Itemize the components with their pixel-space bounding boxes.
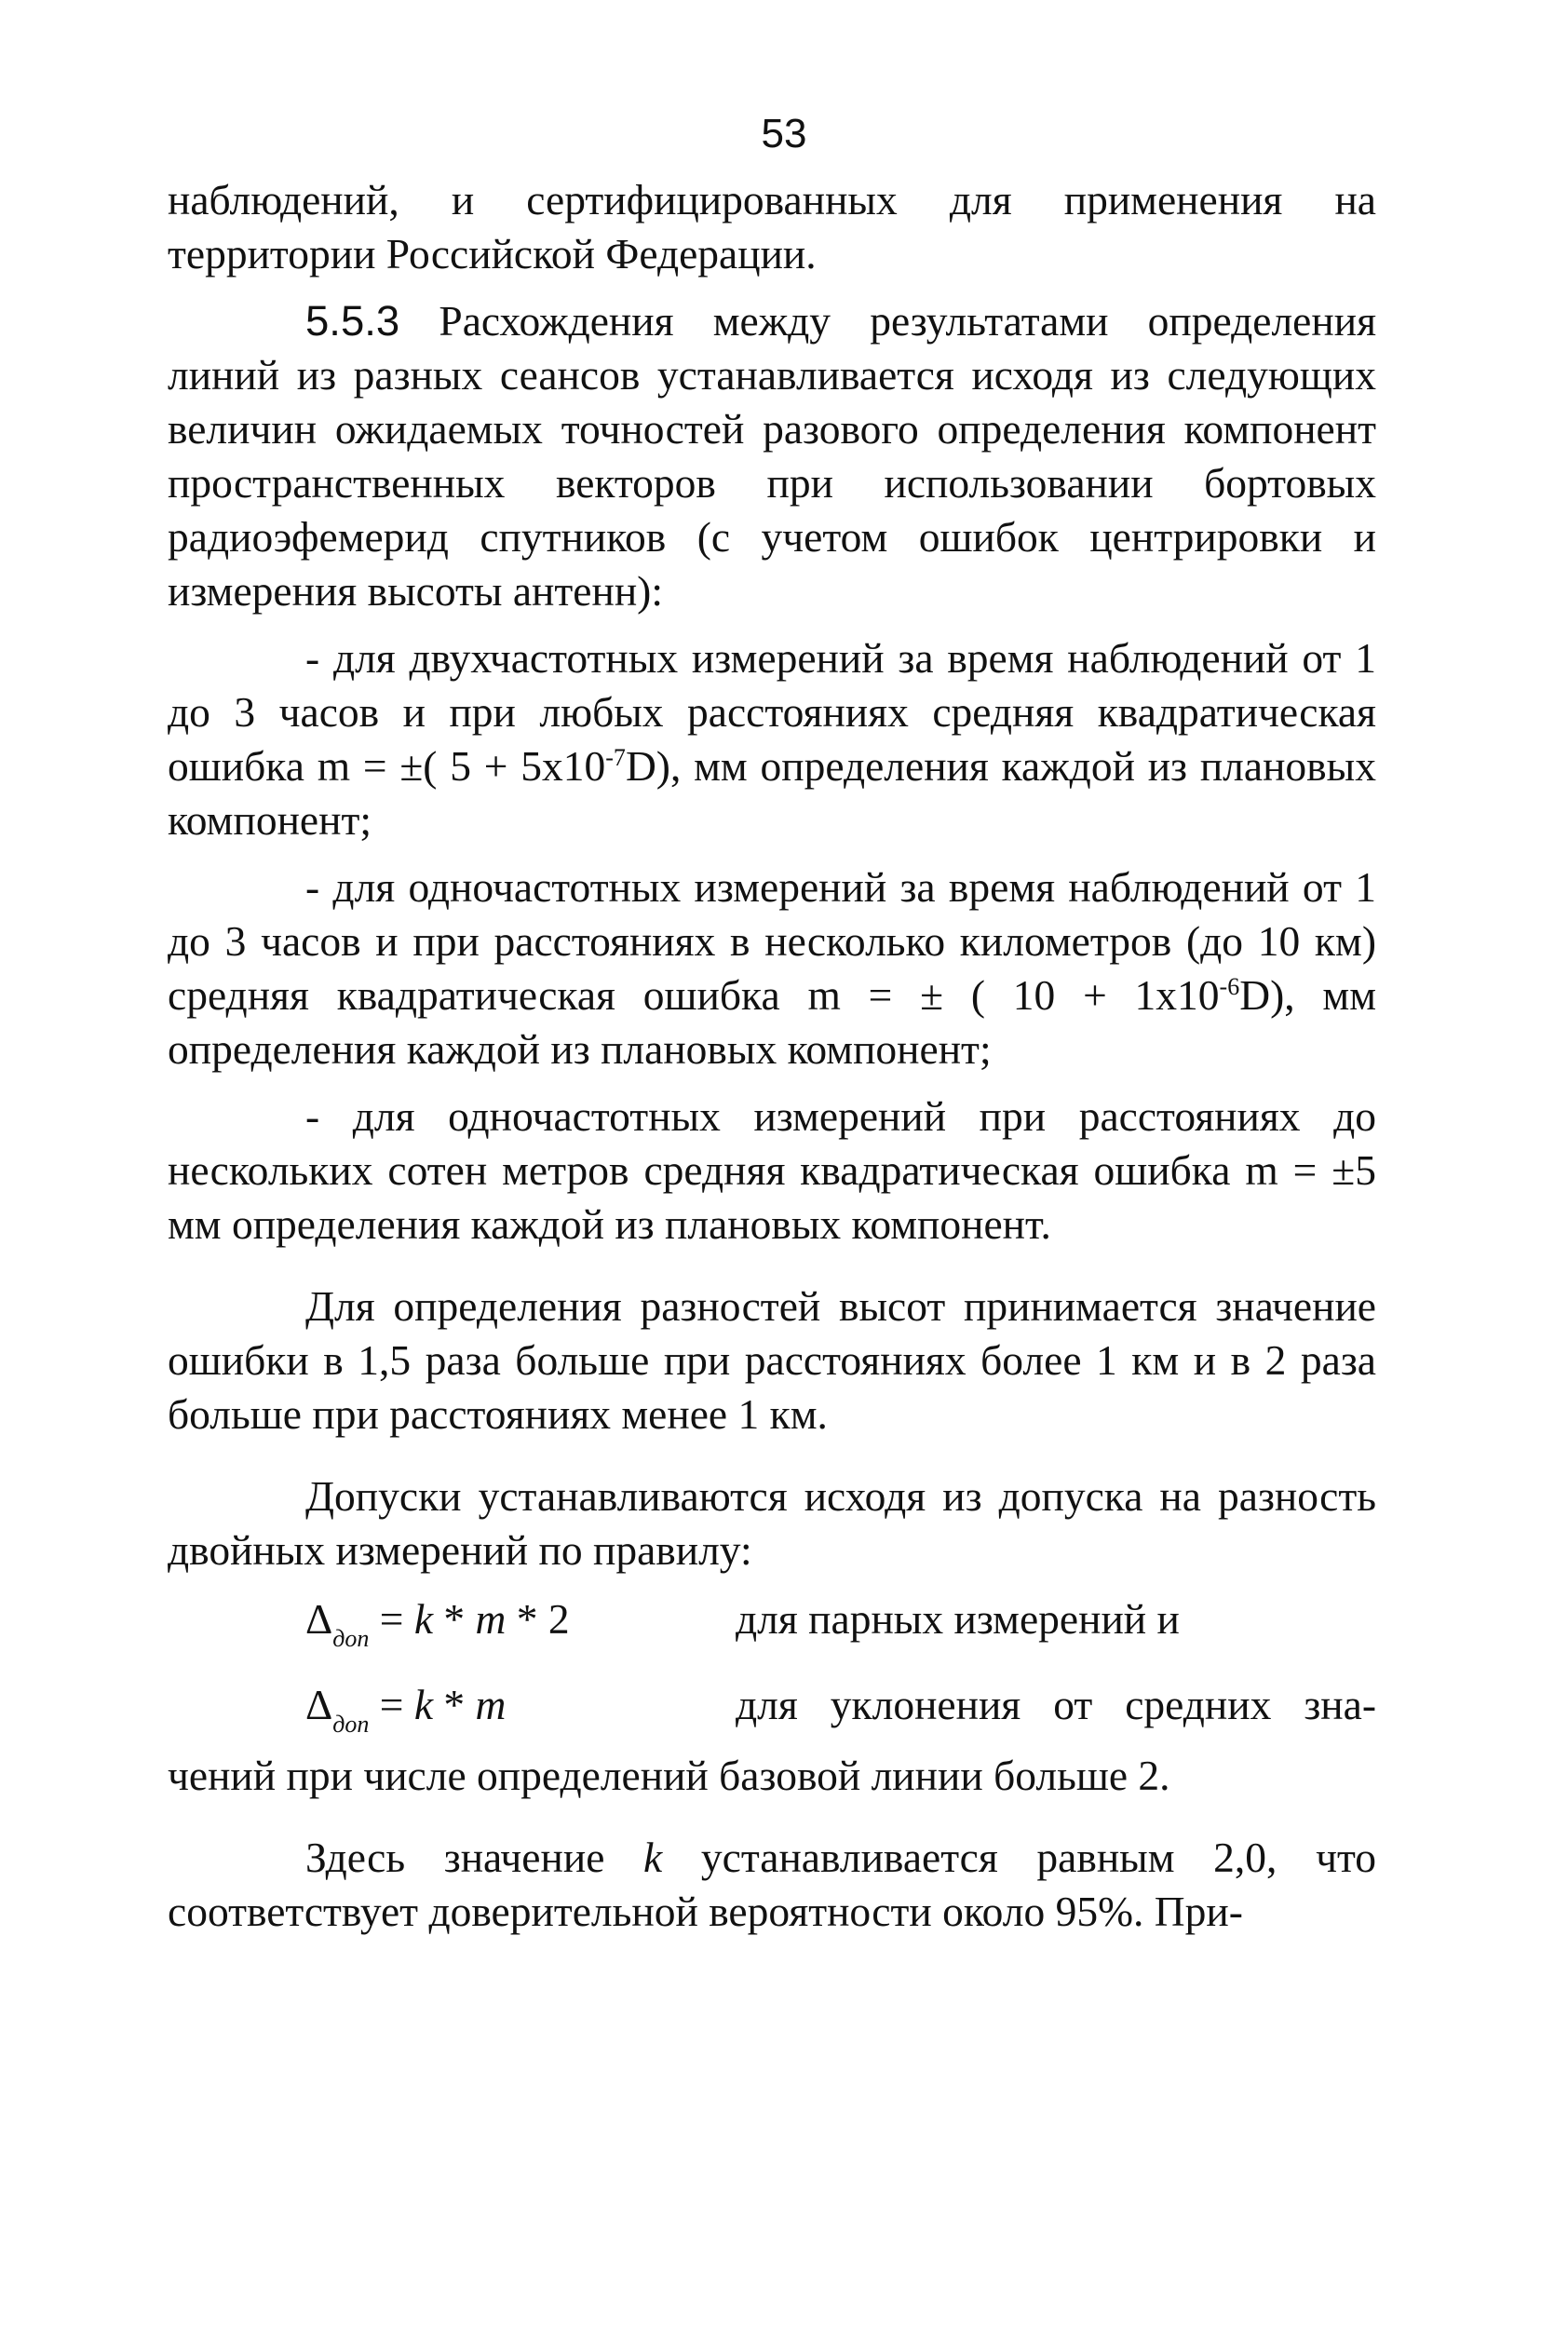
page-number: 53	[761, 111, 807, 156]
paragraph-text: Здесь значение	[305, 1834, 644, 1881]
list-item-text: D), мм определения каждой из плановых компонент;	[168, 971, 1376, 1073]
delta-symbol: Δ	[305, 1681, 333, 1728]
formula-deviation	[168, 1663, 1376, 1749]
paragraph-text: чений при числе определений базовой линии больше 2.	[168, 1752, 1170, 1799]
formula-expression	[305, 1592, 570, 1666]
delta-symbol: Δ	[305, 1595, 333, 1643]
exponent: -7	[605, 744, 626, 771]
list-item-single-frequency-m	[168, 1090, 1376, 1252]
list-item-text: - для двухчастотных измерений за время наблюдений от 1 до 3 часов и при любых расстояниях средняя квадратическая ошибка m = ±( 5 + 5x10	[168, 634, 1376, 790]
paragraph-text: Для определения разностей высот принимается значение ошибки в 1,5 раза больше при расстояниях более 1 км и в 2 раза больше при расстояниях менее 1 км.	[168, 1282, 1376, 1438]
formula-rhs: = k * m	[379, 1681, 507, 1728]
paragraph-text: Допуски устанавливаются исходя из допуска на разность двойных измерений по правилу:	[168, 1472, 1376, 1574]
paragraph-tolerances	[168, 1469, 1376, 1577]
paragraph-text: Расхождения между результатами определения линий из разных сеансов устанавливается исходя из следующих величин ожидаемых точностей разового определения компонент пространственных векторов при использовании бортовых радиоэфемерид спутников (с учетом ошибок центрировки и измерения высоты антенн):	[168, 297, 1376, 615]
formula-expression	[305, 1678, 506, 1752]
formula-rhs: = k * m * 2	[379, 1595, 570, 1643]
list-item-text: D), мм определения каждой из плановых компонент;	[168, 742, 1376, 844]
paragraph-text: наблюдений, и сертифицированных для применения на территории Российской Федерации.	[168, 176, 1376, 278]
formula-subscript: доп	[332, 1711, 370, 1738]
paragraph-text: устанавливается равным 2,0, что соответствует доверительной вероятности около 95%. При-	[168, 1834, 1376, 1935]
variable-k: k	[643, 1834, 663, 1881]
formula-subscript: доп	[332, 1625, 370, 1652]
list-item-dual-frequency	[168, 631, 1376, 847]
paragraph-heights	[168, 1279, 1376, 1442]
paragraph-k-value	[168, 1831, 1376, 1939]
list-item-text: - для одночастотных измерений при расстояниях до нескольких сотен метров средняя квадратическая ошибка m = ±5 мм определения каждой из плановых компонент.	[168, 1092, 1376, 1248]
formula-description: для парных измерений и	[736, 1595, 1180, 1643]
paragraph-5-5-3	[168, 294, 1376, 618]
formula-pairs	[168, 1577, 1376, 1663]
list-item-single-frequency-km	[168, 860, 1376, 1076]
body-text	[168, 173, 1376, 1939]
exponent: -6	[1219, 973, 1240, 1000]
paragraph-continuation	[168, 173, 1376, 281]
list-item-text: - для одночастотных измерений за время наблюдений от 1 до 3 часов и при расстояниях в несколько километров (до 10 км) средняя квадратическая ошибка m = ± ( 10 + 1x10	[168, 863, 1376, 1019]
formula-description-continued	[168, 1749, 1376, 1803]
section-number: 5.5.3	[305, 297, 400, 345]
formula-description: для уклонения от средних зна-	[736, 1681, 1376, 1728]
